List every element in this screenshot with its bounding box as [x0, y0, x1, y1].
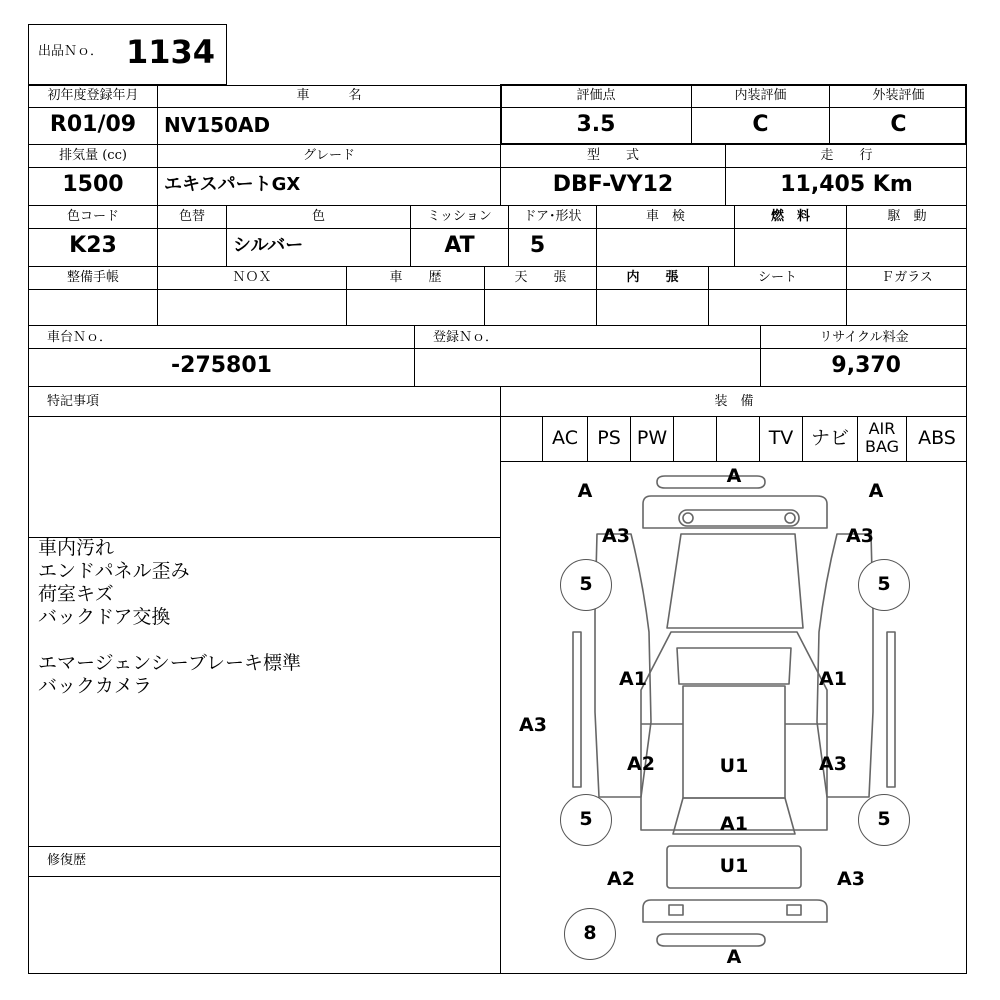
mark-roof: U1 [719, 755, 749, 777]
mark-side-left: A3 [519, 714, 547, 736]
reg-year-value: R01/09 [49, 112, 137, 137]
car-diagram [501, 462, 967, 974]
mission-label: ミッション [427, 209, 492, 224]
mark-front-right: A [868, 480, 884, 502]
mark-front-left: A [577, 480, 593, 502]
inner-label: 内 張 [626, 270, 679, 285]
equip-item [501, 416, 542, 460]
reg-year-label: 初年度登録年月 [47, 88, 139, 103]
equip-item-navi: ナビ [810, 427, 849, 449]
mark-fender-right: A3 [846, 525, 874, 547]
equip-item-airbag: AIR BAG [864, 419, 900, 456]
equip-item-abs: ABS [918, 427, 956, 449]
tire-rear-right: 5 [858, 794, 910, 846]
interior-value: C [752, 112, 769, 137]
mark-fender-left: A3 [602, 525, 630, 547]
nox-label: ＮＯＸ [232, 270, 272, 285]
mileage-label: 走 行 [820, 148, 873, 163]
repaint-label: 色替 [178, 209, 205, 224]
maint-label: 整備手帳 [66, 270, 119, 285]
lot-number: 1134 [126, 33, 216, 71]
equip-item-ps: PS [597, 427, 621, 449]
mark-door-front-left: A1 [619, 668, 647, 690]
note-line: エマージェンシーブレーキ標準 [38, 652, 302, 674]
note-line: バックカメラ [38, 675, 153, 697]
exterior-label: 外装評価 [872, 88, 925, 103]
tire-rear-left: 5 [560, 794, 612, 846]
color-code-label: 色コード [66, 209, 119, 224]
mark-quarter-right: A3 [837, 868, 865, 890]
mark-quarter-left: A2 [607, 868, 635, 890]
displacement-value: 1500 [62, 172, 124, 197]
drive-label: 駆 動 [887, 209, 927, 224]
recycle-value: 9,370 [831, 353, 901, 378]
note-line: エンドパネル歪み [38, 560, 190, 582]
mission-value: AT [444, 233, 475, 258]
mark-door-rear-left: A2 [627, 753, 655, 775]
equip-item [674, 416, 716, 460]
equip-item [717, 416, 759, 460]
displacement-label: 排気量 (cc) [59, 148, 127, 163]
tire-front-right: 5 [858, 559, 910, 611]
model-value: DBF-VY12 [552, 172, 674, 197]
mark-rear-center: A [726, 946, 742, 968]
color-value: シルバー [233, 235, 304, 256]
history-label: 車 歴 [389, 270, 442, 285]
fglass-label: Ｆガラス [881, 270, 933, 285]
equipment-label: 装 備 [714, 394, 754, 409]
lot-label: 出品Ｎｏ． [38, 44, 104, 59]
door-value: 5 [529, 233, 546, 258]
repaint-value [158, 228, 226, 264]
score-label: 評価点 [576, 88, 616, 103]
ceiling-label: 天 張 [514, 270, 567, 285]
model-label: 型 式 [586, 148, 639, 163]
reg-no-value [415, 348, 760, 384]
equip-item-ac: AC [552, 427, 578, 449]
mark-rear-glass: A1 [720, 813, 748, 835]
tire-front-left: 5 [560, 559, 612, 611]
recycle-label: リサイクル料金 [819, 330, 909, 345]
drive-value [847, 228, 967, 264]
tire-spare: 8 [564, 908, 616, 960]
note-line: 車内汚れ [38, 537, 115, 559]
interior-label: 内装評価 [734, 88, 787, 103]
mark-rear-door: U1 [719, 855, 749, 877]
color-code-value: K23 [69, 233, 117, 258]
color-label: 色 [311, 209, 325, 224]
mark-door-front-right: A1 [819, 668, 847, 690]
chassis-label: 車台Ｎｏ． [47, 330, 113, 345]
mark-front-center: A [726, 465, 742, 487]
car-name-label: 車 名 [296, 88, 362, 103]
seat-label: シート [757, 270, 797, 285]
grade-label: グレード [302, 148, 355, 163]
fuel-value [735, 228, 846, 264]
fuel-label: 燃 料 [770, 209, 810, 224]
exterior-value: C [890, 112, 907, 137]
inspection-label: 車 検 [645, 209, 685, 224]
inspection-value [597, 228, 734, 264]
grade-value: エキスパートGX [164, 174, 301, 195]
note-line: バックドア交換 [38, 606, 171, 628]
mileage-value: 11,405 Km [780, 172, 913, 197]
equip-item-tv: TV [768, 427, 794, 449]
car-name-value: NV150AD [164, 113, 271, 137]
note-line: 荷室キズ [38, 583, 114, 605]
repair-label: 修復歴 [47, 853, 87, 868]
notes-label: 特記事項 [47, 394, 100, 409]
mark-door-rear-right: A3 [819, 753, 847, 775]
door-label: ドア･形状 [523, 209, 582, 224]
chassis-value: -275801 [171, 353, 272, 378]
reg-no-label: 登録Ｎｏ． [433, 330, 499, 345]
score-value: 3.5 [576, 112, 616, 137]
equip-item-pw: PW [636, 427, 668, 449]
